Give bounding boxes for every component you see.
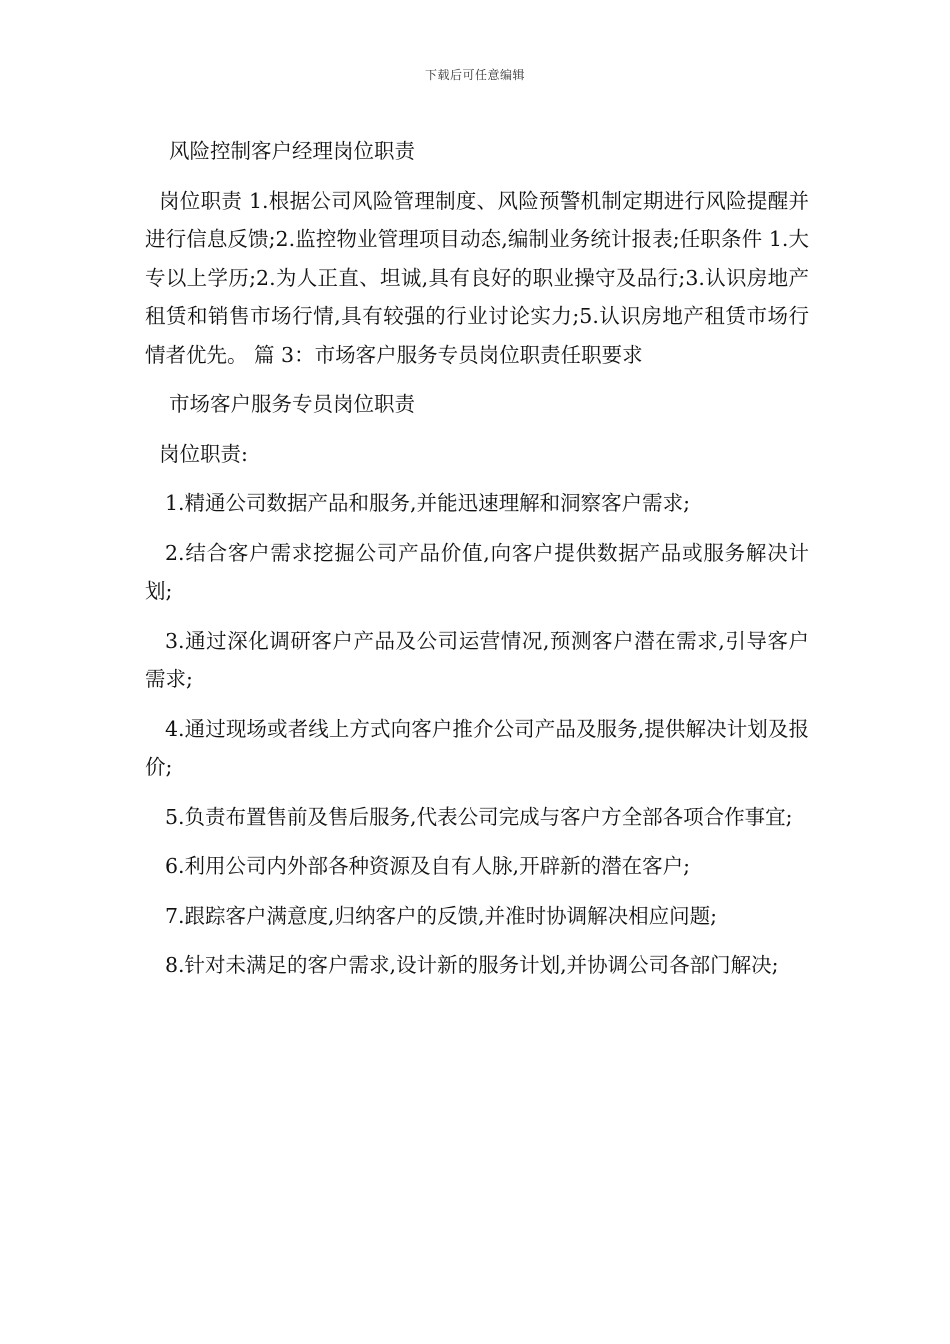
duty-item-7: 7.跟踪客户满意度,归纳客户的反馈,并准时协调解决相应问题; <box>165 903 717 928</box>
duty-item-6: 6.利用公司内外部各种资源及自有人脉,开辟新的潜在客户; <box>165 854 690 878</box>
duties-heading: 岗位职责: <box>159 441 248 466</box>
section2-title: 市场客户服务专员岗位职责 <box>169 392 415 416</box>
section1-title: 风险控制客户经理岗位职责 <box>169 139 415 163</box>
page-header: 下载后可任意编辑 <box>424 68 525 82</box>
duty-item-1: 1.精通公司数据产品和服务,并能迅速理解和洞察客户需求; <box>165 491 690 515</box>
duty-item-2: 2.结合客户需求挖掘公司产品价值,向客户提供数据产品或服务解决计划; <box>145 540 809 603</box>
duty-item-5: 5.负责布置售前及售后服务,代表公司完成与客户方全部各项合作事宜; <box>165 804 793 829</box>
duty-item-8: 8.针对未满足的客户需求,设计新的服务计划,并协调公司各部门解决; <box>165 953 779 977</box>
duty-item-4: 4.通过现场或者线上方式向客户推介公司产品及服务,提供解决计划及报价; <box>145 716 809 779</box>
document-body <box>145 132 809 996</box>
duty-item-3: 3.通过深化调研客户产品及公司运营情况,预测客户潜在需求,引导客户需求; <box>145 628 809 691</box>
section1-paragraph: 岗位职责 1.根据公司风险管理制度、风险预警机制定期进行风险提醒并进行信息反馈;2.监控物业管理项目动态,编制业务统计报表;任职条件 1.大专以上学历;2.为人正直、坦诚,具有良好的职业操守及品行;3.认识房地产租赁和销售市场行情,具有较强的行业讨论实力;5.认识房地产租赁市场行情者优先。 篇 3：市场客户服务专员岗位职责任职要求 <box>145 188 809 367</box>
